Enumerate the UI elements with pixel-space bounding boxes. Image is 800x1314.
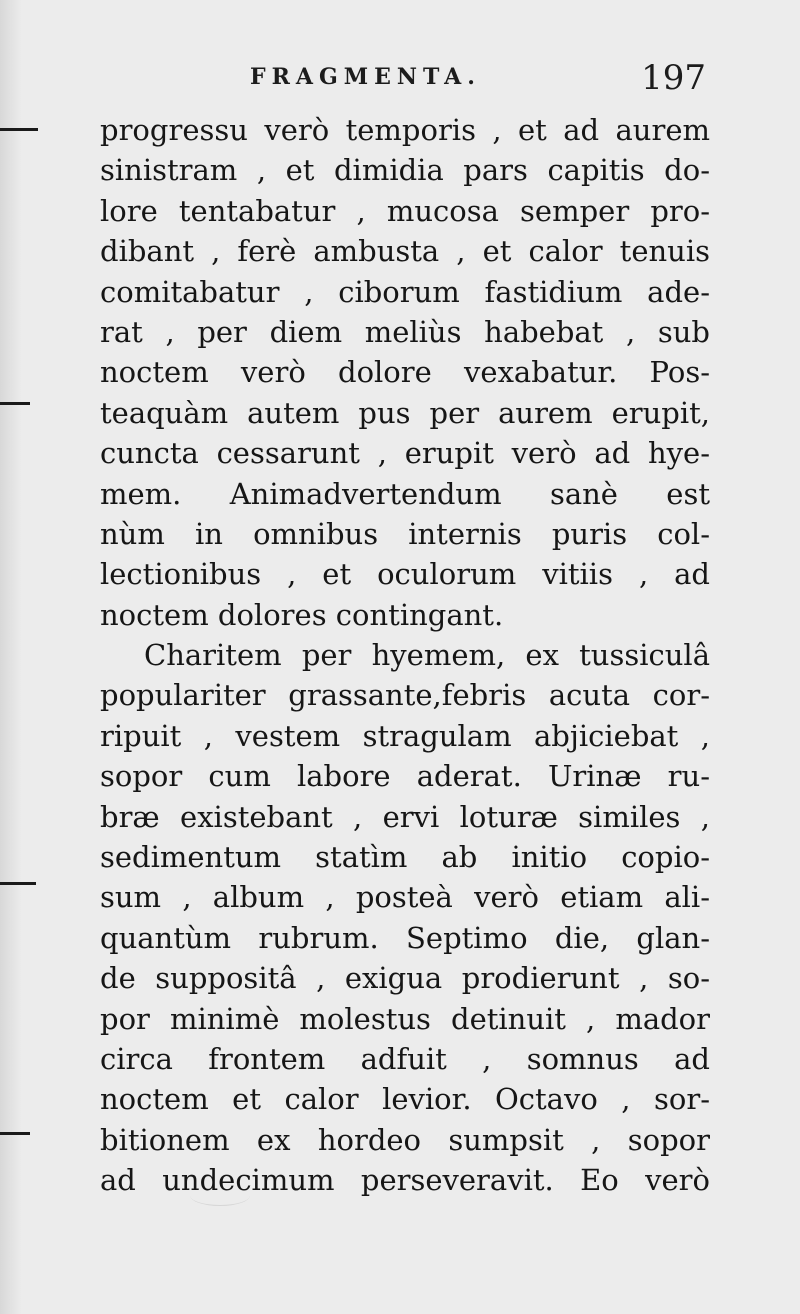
paper-smudge bbox=[190, 1185, 250, 1206]
text-line: comitabatur , ciborum fastidium ade- bbox=[100, 274, 710, 309]
text-line: mem. Animadvertendum sanè est bbox=[100, 476, 710, 511]
binding-thread-mark bbox=[0, 882, 36, 885]
text-line: sedimentum statìm ab initio copio- bbox=[100, 840, 710, 875]
text-line: noctem verò dolore vexabatur. Pos- bbox=[100, 355, 710, 390]
binding-shadow bbox=[0, 0, 22, 1314]
text-line: lectionibus , et oculorum vitiis , ad bbox=[100, 557, 710, 592]
body-text bbox=[100, 110, 710, 1201]
text-line: dibant , ferè ambusta , et calor tenuis bbox=[100, 234, 710, 269]
page-number: 197 bbox=[641, 58, 706, 98]
text-line: lore tentabatur , mucosa semper pro- bbox=[100, 193, 710, 228]
running-head-title: FRAGMENTA. bbox=[250, 64, 481, 90]
text-line: por minimè molestus detinuit , mador bbox=[100, 1001, 710, 1036]
text-line: populariter grassante,febris acuta cor- bbox=[100, 678, 710, 713]
text-line: Charitem per hyemem, ex tussiculâ bbox=[144, 638, 710, 673]
text-line: ripuit , vestem stragulam abjiciebat , bbox=[100, 718, 710, 753]
text-line: noctem dolores contingant. bbox=[100, 597, 504, 632]
text-line: de suppositâ , exigua prodierunt , so- bbox=[100, 961, 710, 996]
text-line: cuncta cessarunt , erupit verò ad hye- bbox=[100, 436, 710, 471]
text-line: noctem et calor levior. Octavo , sor- bbox=[100, 1082, 710, 1117]
text-line: bitionem ex hordeo sumpsit , sopor bbox=[100, 1122, 710, 1157]
binding-thread-mark bbox=[0, 1132, 30, 1135]
text-line: quantùm rubrum. Septimo die, glan- bbox=[100, 920, 710, 955]
text-line: sum , album , posteà verò etiam ali- bbox=[100, 880, 710, 915]
text-line: nùm in omnibus internis puris col- bbox=[100, 516, 710, 551]
running-head bbox=[100, 58, 710, 98]
text-line: ad undecimum perseveravit. Eo verò bbox=[100, 1163, 710, 1198]
binding-thread-mark bbox=[0, 128, 38, 131]
text-line: progressu verò temporis , et ad aurem bbox=[100, 113, 710, 147]
text-line: circa frontem adfuit , somnus ad bbox=[100, 1041, 710, 1076]
text-line: sinistram , et dimidia pars capitis do- bbox=[100, 153, 710, 188]
text-line: rat , per diem meliùs habebat , sub bbox=[100, 314, 710, 349]
binding-thread-mark bbox=[0, 402, 30, 405]
text-line: teaquàm autem pus per aurem erupit, bbox=[100, 395, 710, 430]
text-line: bræ existebant , ervi loturæ similes , bbox=[100, 799, 710, 834]
text-line: sopor cum labore aderat. Urinæ ru- bbox=[100, 759, 710, 794]
